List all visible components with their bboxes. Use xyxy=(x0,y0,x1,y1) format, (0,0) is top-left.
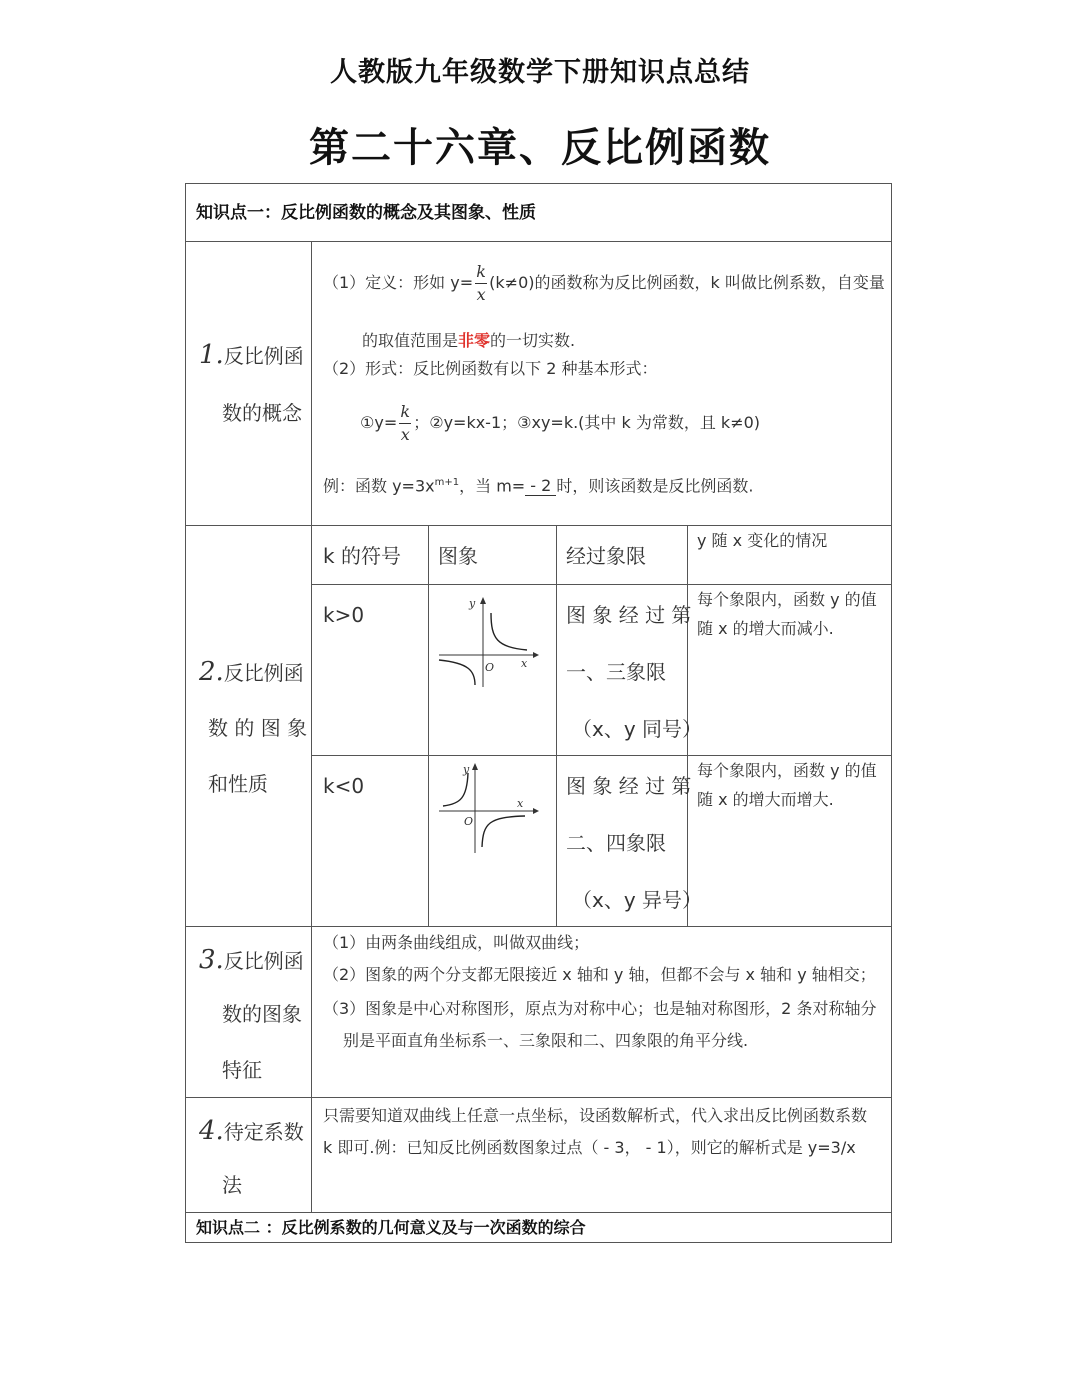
table-border xyxy=(185,926,892,927)
quadrant-text: （x、y 异号） xyxy=(572,888,703,912)
column-header: 经过象限 xyxy=(566,544,646,568)
row-label: 3.反比例函 xyxy=(199,945,304,975)
section-heading: 知识点一：反比例函数的概念及其图象、性质 xyxy=(196,203,536,223)
forms-list: ①y= $\frac{k}{x}$ ；②y=kx-1；③xy=k.(其中 k 为常数，且 k≠0) xyxy=(360,402,761,444)
quadrant-text: 二、四象限 xyxy=(566,831,666,855)
origin-label: O xyxy=(485,661,495,674)
example-line: 例：函数 $y=3x^{m+1}$，当 m= - 2 时，则该函数是反比例函数. xyxy=(323,476,754,496)
k-sign: k>0 xyxy=(323,603,365,627)
row-label: 数的图象 xyxy=(222,1002,302,1026)
y-axis-arrow xyxy=(472,763,478,770)
highlight-nonzero: 非零 xyxy=(458,331,491,350)
branch-quadrant-2 xyxy=(443,773,468,806)
x-axis-label: x xyxy=(521,657,528,670)
table-border xyxy=(891,183,892,1243)
feature-line: （3）图象是中心对称图形，原点为对称中心；也是轴对称图形，2 条对称轴分 xyxy=(323,999,877,1018)
x-axis-arrow xyxy=(533,652,539,658)
quadrant-text: （x、y 同号） xyxy=(572,717,703,741)
row-label: 4.待定系数 xyxy=(199,1116,304,1146)
y-axis-label: y xyxy=(469,597,476,610)
table-border xyxy=(185,525,892,526)
x-axis-arrow xyxy=(533,808,539,814)
origin-label: O xyxy=(464,815,474,828)
example-answer: - 2 xyxy=(525,476,557,496)
table-border xyxy=(185,183,892,184)
feature-line: （1）由两条曲线组成，叫做双曲线； xyxy=(323,933,590,952)
definition-range: 的取值范围是非零的一切实数. xyxy=(362,331,576,350)
section-heading: 知识点二 ：反比例系数的几何意义及与一次函数的综合 xyxy=(196,1218,586,1237)
table-border xyxy=(311,241,312,1212)
trend-text: 随 x 的增大而增大. xyxy=(697,790,834,809)
feature-line: 别是平面直角坐标系一、三象限和二、四象限的角平分线. xyxy=(343,1031,749,1050)
trend-text: 每个象限内，函数 y 的值 xyxy=(697,761,877,780)
feature-line: （2）图象的两个分支都无限接近 x 轴和 y 轴，但都不会与 x 轴和 y 轴相交； xyxy=(323,965,876,984)
y-axis-arrow xyxy=(480,597,486,604)
column-header: k 的符号 xyxy=(323,544,401,568)
column-header: 图象 xyxy=(438,544,478,568)
method-line: k 即可.例：已知反比例函数图象过点（ - 3， - 1），则它的解析式是 y=3/x xyxy=(323,1138,856,1157)
row-label: 2.反比例函 xyxy=(199,657,304,687)
quadrant-text: 图 象 经 过 第 xyxy=(566,603,692,627)
fraction: $\frac{k}{x}$ xyxy=(476,262,486,304)
table-border xyxy=(185,1212,892,1213)
table-border xyxy=(556,525,557,926)
table-border xyxy=(185,241,892,242)
quadrant-text: 一、三象限 xyxy=(566,660,666,684)
method-line: 只需要知道双曲线上任意一点坐标，设函数解析式，代入求出反比例函数系数 xyxy=(323,1106,868,1125)
form-line: （2）形式：反比例函数有以下 2 种基本形式： xyxy=(323,359,658,378)
trend-text: 随 x 的增大而减小. xyxy=(697,619,834,638)
knowledge-table xyxy=(185,183,892,1243)
column-header: y 随 x 变化的情况 xyxy=(697,531,828,550)
x-axis-label: x xyxy=(517,797,524,810)
row-label: 法 xyxy=(222,1173,242,1197)
hyperbola-negative-graph xyxy=(435,761,541,857)
row-label: 特征 xyxy=(222,1058,262,1082)
k-sign: k<0 xyxy=(323,774,365,798)
trend-text: 每个象限内，函数 y 的值 xyxy=(697,590,877,609)
table-border xyxy=(311,584,892,585)
row-label: 数 的 图 象 xyxy=(208,716,308,740)
quadrant-text: 图 象 经 过 第 xyxy=(566,774,692,798)
row-label: 1.反比例函 xyxy=(199,340,304,370)
chapter-title: 第二十六章、反比例函数 xyxy=(309,125,771,171)
row-label: 数的概念 xyxy=(222,401,302,425)
fraction: $\frac{k}{x}$ xyxy=(400,402,411,444)
hyperbola-positive-graph xyxy=(435,595,541,691)
definition-line: （1）定义：形如 y= $\frac{k}{x}$ (k≠0)的函数称为反比例函数，k 叫做比例系数，自变量 xyxy=(323,262,885,304)
table-border xyxy=(185,183,186,1243)
table-border xyxy=(185,1242,892,1243)
branch-quadrant-1 xyxy=(491,613,527,650)
table-border xyxy=(185,1097,892,1098)
row-label: 和性质 xyxy=(208,772,268,796)
y-axis-label: y xyxy=(463,763,470,776)
branch-quadrant-3 xyxy=(439,660,475,685)
branch-quadrant-4 xyxy=(482,816,525,847)
document-title: 人教版九年级数学下册知识点总结 xyxy=(330,57,750,88)
table-border xyxy=(428,525,429,926)
table-border xyxy=(311,755,892,756)
